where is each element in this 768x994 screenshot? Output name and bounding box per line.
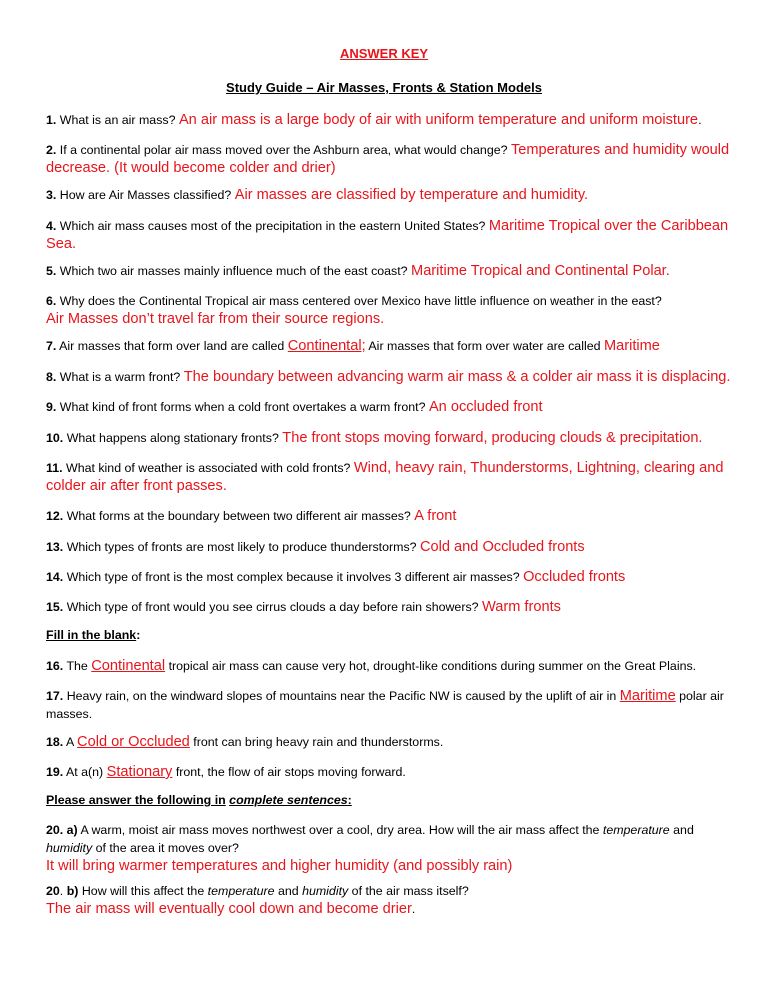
question-17 xyxy=(46,687,736,723)
heading-post: : xyxy=(347,793,352,807)
complete-sentences-heading xyxy=(46,793,352,807)
question-number: 8. xyxy=(46,370,57,384)
answer-text: Cold and Occluded fronts xyxy=(419,539,585,555)
question-number: 2. xyxy=(46,143,57,157)
question-part: b) xyxy=(66,884,79,898)
answer-text: Cold or Occluded xyxy=(77,734,190,750)
answer-key-heading: ANSWER KEY xyxy=(339,46,429,61)
question-number: 19. xyxy=(46,765,64,779)
question-text: What kind of weather is associated with cold fronts? xyxy=(66,461,351,475)
question-text-italic-2: humidity xyxy=(302,884,349,898)
question-number: 16. xyxy=(46,659,64,673)
question-text-pre: At a(n) xyxy=(66,765,104,779)
answer-text: Maritime Tropical and Continental Polar. xyxy=(411,263,670,279)
question-number: 5. xyxy=(46,264,57,278)
question-text: What is a warm front? xyxy=(59,370,181,384)
answer-text: Air Masses don’t travel far from their source regions. xyxy=(46,311,385,327)
question-text: Air masses that form over land are called xyxy=(59,339,285,353)
answer-text: Continental; xyxy=(287,338,366,354)
heading-italic: complete sentences xyxy=(229,793,348,807)
question-text-post: of the air mass itself? xyxy=(351,884,469,898)
question-text-italic-1: temperature xyxy=(207,884,275,898)
question-text-pre: A warm, moist air mass moves northwest over a cool, dry area. How will the air mass affect the xyxy=(80,823,600,837)
answer-text: Warm fronts xyxy=(482,599,561,615)
question-text-post: tropical air mass can cause very hot, drought-like conditions during summer on the Great Plains. xyxy=(168,659,697,673)
answer-text: Wind, heavy rain, Thunderstorms, Lightning, clearing and colder air after front passes. xyxy=(46,460,724,494)
question-text-pre: The xyxy=(66,659,88,673)
question-10 xyxy=(46,429,736,447)
question-text-mid: and xyxy=(673,823,694,837)
question-number: 18. xyxy=(46,735,64,749)
question-19 xyxy=(46,763,736,781)
question-text-post: of the area it moves over? xyxy=(95,841,239,855)
question-text: What kind of front forms when a cold front overtakes a warm front? xyxy=(59,400,426,414)
question-9 xyxy=(46,398,736,416)
answer-text: An air mass is a large body of air with uniform temperature and uniform moisture xyxy=(178,112,699,128)
question-number-dot: . xyxy=(59,884,64,898)
page-title: Study Guide – Air Masses, Fronts & Station Models xyxy=(226,80,542,95)
question-18 xyxy=(46,733,736,751)
fill-in-heading xyxy=(46,628,140,642)
question-text-pre: A xyxy=(66,735,74,749)
answer-text: Temperatures and humidity would decrease. (It would become colder and drier) xyxy=(46,142,730,176)
question-text: Which air mass causes most of the precipitation in the eastern United States? xyxy=(59,219,486,233)
question-11 xyxy=(46,459,736,495)
question-number: 1. xyxy=(46,113,57,127)
question-number: 7. xyxy=(46,339,57,353)
answer-text: Maritime xyxy=(619,688,676,704)
answer-tail: . xyxy=(411,902,416,916)
question-text: Which types of fronts are most likely to produce thunderstorms? xyxy=(66,540,417,554)
answer-text: The air mass will eventually cool down and become drier xyxy=(46,901,412,917)
question-text-post: polar air masses. xyxy=(46,689,724,721)
question-text-pre: Heavy rain, on the windward slopes of mountains near the Pacific NW is caused by the uplift of air in xyxy=(66,689,617,703)
answer-text: Continental xyxy=(91,658,166,674)
answer-text: An occluded front xyxy=(428,399,543,415)
question-number: 17. xyxy=(46,689,64,703)
question-number: 4. xyxy=(46,219,57,233)
question-number: 12. xyxy=(46,509,64,523)
answer-text: It will bring warmer temperatures and higher humidity (and possibly rain) xyxy=(46,858,513,874)
question-15 xyxy=(46,598,736,616)
question-text-post: front, the flow of air stops moving forward. xyxy=(175,765,406,779)
question-text: What happens along stationary fronts? xyxy=(66,431,279,445)
fill-in-heading-text: Fill in the blank xyxy=(46,628,137,642)
question-2 xyxy=(46,141,736,177)
question-14 xyxy=(46,568,736,586)
question-1 xyxy=(46,111,736,129)
question-text-italic-2: humidity xyxy=(46,841,93,855)
question-text: Why does the Continental Tropical air mass centered over Mexico have little influence on weather in the east? xyxy=(59,294,662,308)
answer-text: The front stops moving forward, producing clouds & precipitation. xyxy=(282,430,703,446)
question-16 xyxy=(46,657,736,675)
answer-text: Occluded fronts xyxy=(523,569,626,585)
question-13 xyxy=(46,538,736,556)
question-number: 20 xyxy=(46,884,60,898)
question-text: Which type of front is the most complex because it involves 3 different air masses? xyxy=(66,570,520,584)
question-7 xyxy=(46,337,736,355)
question-number: 3. xyxy=(46,188,57,202)
question-text-pre: How will this affect the xyxy=(81,884,205,898)
answer-text: A front xyxy=(414,508,457,524)
question-number: 11. xyxy=(46,461,63,475)
question-12 xyxy=(46,507,736,525)
question-number: 6. xyxy=(46,294,57,308)
question-number: 13. xyxy=(46,540,64,554)
answer-text: Maritime Tropical over the Caribbean Sea. xyxy=(46,218,729,252)
question-3 xyxy=(46,186,736,204)
question-text: If a continental polar air mass moved over the Ashburn area, what would change? xyxy=(59,143,508,157)
question-4 xyxy=(46,217,736,253)
question-text: What forms at the boundary between two different air masses? xyxy=(66,509,411,523)
answer-text-2: Maritime xyxy=(603,338,660,354)
question-20a xyxy=(46,821,736,875)
question-text-italic-1: temperature xyxy=(602,823,670,837)
question-number: 14. xyxy=(46,570,64,584)
question-text: What is an air mass? xyxy=(59,113,176,127)
fill-in-heading-colon: : xyxy=(136,628,141,642)
question-text: How are Air Masses classified? xyxy=(59,188,232,202)
answer-text: Air masses are classified by temperature and humidity. xyxy=(234,187,589,203)
question-text: Which two air masses mainly influence much of the east coast? xyxy=(59,264,408,278)
question-5 xyxy=(46,262,736,280)
question-number: 20. a) xyxy=(46,823,78,837)
question-number: 15. xyxy=(46,600,64,614)
answer-text: Stationary xyxy=(106,764,173,780)
answer-text: The boundary between advancing warm air mass & a colder air mass it is displacing. xyxy=(183,369,731,385)
answer-tail: . xyxy=(698,113,702,127)
question-number: 10. xyxy=(46,431,64,445)
question-number: 9. xyxy=(46,400,57,414)
question-text-mid: and xyxy=(277,884,299,898)
question-8 xyxy=(46,368,736,386)
question-text-2: Air masses that form over water are called xyxy=(368,339,601,353)
heading-pre: Please answer the following in xyxy=(46,793,226,807)
question-text: Which type of front would you see cirrus clouds a day before rain showers? xyxy=(66,600,479,614)
question-6 xyxy=(46,292,736,328)
question-text-post: front can bring heavy rain and thunderstorms. xyxy=(193,735,444,749)
question-20b xyxy=(46,882,736,918)
